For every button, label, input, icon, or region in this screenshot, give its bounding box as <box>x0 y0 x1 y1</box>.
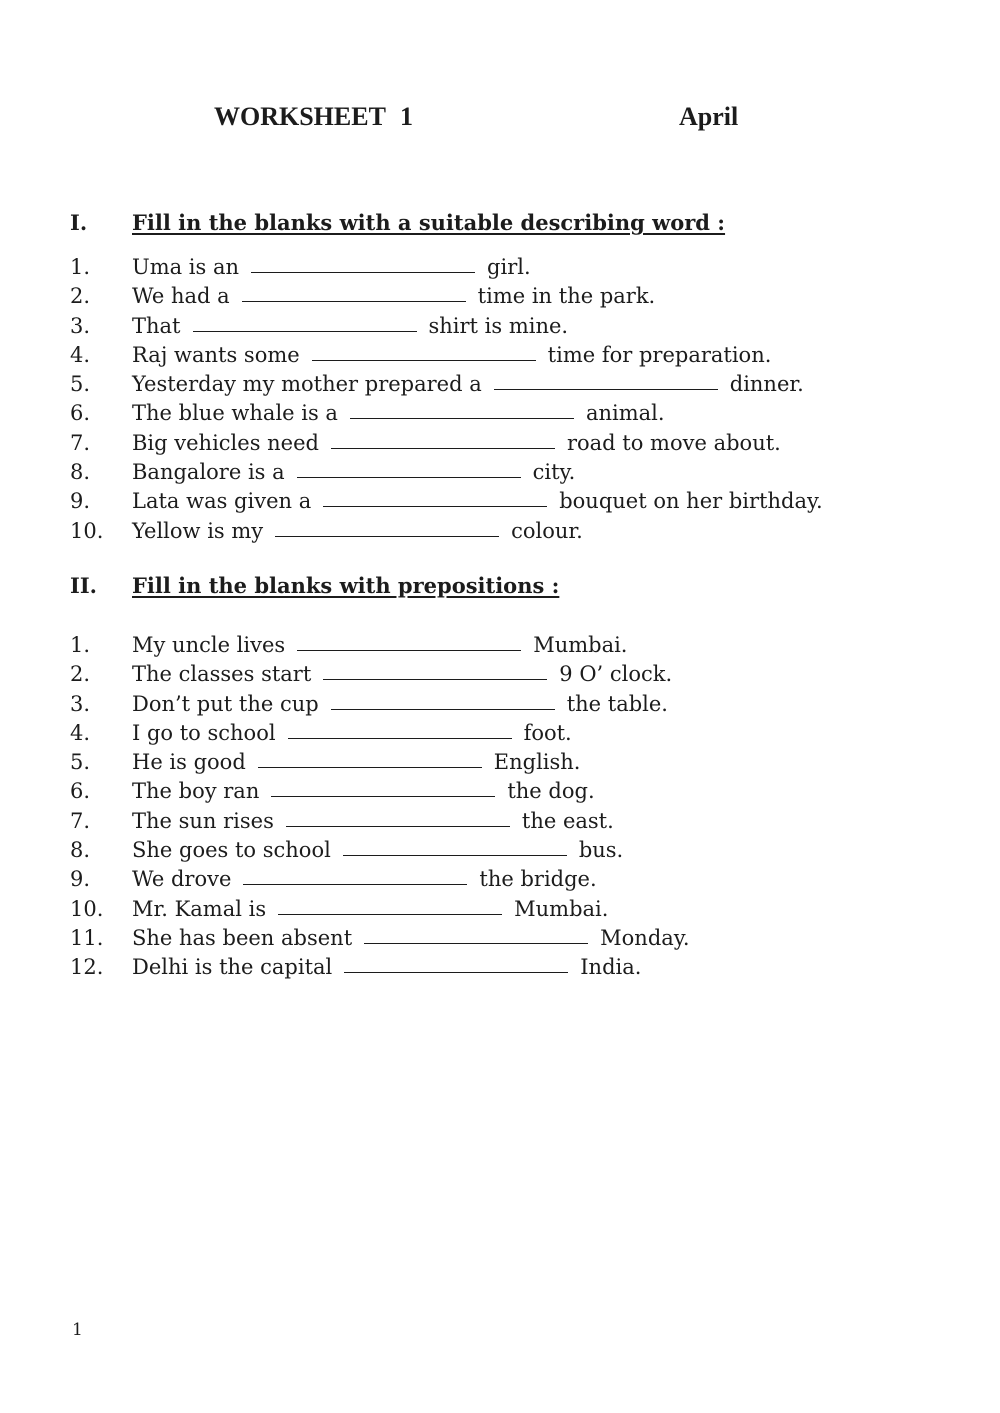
sentence-start: She has been absent <box>132 925 353 950</box>
answer-blank[interactable] <box>243 866 467 885</box>
question-item <box>0 660 1000 689</box>
question-item <box>0 836 1000 865</box>
question-number: 4. <box>70 342 91 367</box>
question-sentence <box>132 458 575 487</box>
answer-blank[interactable] <box>331 430 555 449</box>
sentence-start: Lata was given a <box>132 489 312 514</box>
sentence-start: Don’t put the cup <box>132 691 319 716</box>
answer-blank[interactable] <box>251 254 475 273</box>
question-number: 4. <box>70 720 91 745</box>
sentence-end: the table. <box>566 691 668 716</box>
question-sentence <box>132 399 665 428</box>
answer-blank[interactable] <box>312 342 536 361</box>
question-sentence <box>132 253 531 282</box>
question-sentence <box>132 836 623 865</box>
sentence-start: Delhi is the capital <box>132 955 333 980</box>
section-2-numeral: II. <box>70 573 97 598</box>
question-sentence <box>132 312 568 341</box>
answer-blank[interactable] <box>494 371 718 390</box>
sentence-end: animal. <box>585 401 665 426</box>
sentence-end: the dog. <box>507 779 595 804</box>
sentence-start: The blue whale is a <box>132 401 338 426</box>
answer-blank[interactable] <box>278 896 502 915</box>
sentence-end: time for preparation. <box>547 342 772 367</box>
answer-blank[interactable] <box>258 749 482 768</box>
sentence-end: bouquet on her birthday. <box>559 489 823 514</box>
sentence-start: The sun rises <box>132 808 274 833</box>
question-sentence <box>132 282 655 311</box>
question-sentence <box>132 719 572 748</box>
answer-blank[interactable] <box>275 518 499 537</box>
question-number: 9. <box>70 867 91 892</box>
sentence-end: girl. <box>487 255 531 279</box>
sentence-end: the east. <box>521 808 614 833</box>
question-sentence <box>132 953 641 982</box>
question-number: 7. <box>70 430 91 455</box>
question-number: 8. <box>70 838 91 863</box>
section-1-numeral: I. <box>70 210 88 235</box>
question-sentence <box>132 690 668 719</box>
question-sentence <box>132 487 823 516</box>
sentence-end: Mumbai. <box>533 633 628 657</box>
sentence-end: India. <box>580 955 642 980</box>
question-number: 7. <box>70 808 91 833</box>
sentence-start: The boy ran <box>132 779 260 804</box>
question-sentence <box>132 631 627 660</box>
question-number: 6. <box>70 779 91 804</box>
section-1-instruction: Fill in the blanks with a suitable describing word : <box>132 210 726 235</box>
section-2-question-list <box>0 631 1000 983</box>
answer-blank[interactable] <box>343 837 567 856</box>
answer-blank[interactable] <box>242 283 466 302</box>
worksheet-month: April <box>679 102 739 131</box>
question-number: 10. <box>70 518 104 543</box>
sentence-end: Monday. <box>600 925 690 950</box>
question-item <box>0 924 1000 953</box>
question-item <box>0 282 1000 311</box>
question-item <box>0 429 1000 458</box>
question-number: 12. <box>70 955 104 980</box>
sentence-end: English. <box>493 750 581 775</box>
answer-blank[interactable] <box>331 691 555 710</box>
question-item <box>0 631 1000 660</box>
question-sentence <box>132 341 771 370</box>
question-item <box>0 341 1000 370</box>
question-item <box>0 719 1000 748</box>
sentence-end: shirt is mine. <box>428 313 569 338</box>
sentence-start: Raj wants some <box>132 342 300 367</box>
question-number: 3. <box>70 691 91 716</box>
sentence-start: He is good <box>132 750 246 775</box>
sentence-end: road to move about. <box>566 430 781 455</box>
section-1-question-list <box>0 253 1000 546</box>
question-item <box>0 253 1000 282</box>
question-number: 5. <box>70 372 91 397</box>
answer-blank[interactable] <box>193 313 417 332</box>
sentence-start: That <box>132 313 181 338</box>
question-number: 6. <box>70 401 91 426</box>
question-number: 11. <box>70 925 104 950</box>
question-item <box>0 517 1000 546</box>
sentence-start: We drove <box>132 867 232 892</box>
answer-blank[interactable] <box>323 488 547 507</box>
question-number: 5. <box>70 750 91 775</box>
sentence-start: Bangalore is a <box>132 460 285 485</box>
sentence-end: 9 O’ clock. <box>559 662 673 687</box>
page-number: 1 <box>72 1320 83 1340</box>
worksheet-title: WORKSHEET 1 <box>214 102 413 131</box>
sentence-end: Mumbai. <box>514 896 609 921</box>
sentence-start: Big vehicles need <box>132 430 319 455</box>
sentence-end: bus. <box>578 838 624 863</box>
sentence-end: dinner. <box>729 372 804 397</box>
sentence-start: Yellow is my <box>132 518 264 543</box>
question-item <box>0 458 1000 487</box>
answer-blank[interactable] <box>286 808 510 827</box>
question-sentence <box>132 660 672 689</box>
question-item <box>0 748 1000 777</box>
sentence-start: I go to school <box>132 720 276 745</box>
question-number: 3. <box>70 313 91 338</box>
sentence-end: colour. <box>511 518 583 543</box>
question-item <box>0 777 1000 806</box>
question-item <box>0 807 1000 836</box>
question-sentence <box>132 748 580 777</box>
question-sentence <box>132 429 781 458</box>
question-item <box>0 865 1000 894</box>
question-sentence <box>132 807 614 836</box>
sentence-end: foot. <box>523 720 572 745</box>
question-item <box>0 370 1000 399</box>
question-number: 1. <box>70 633 91 657</box>
section-2-heading <box>0 573 1000 603</box>
question-sentence <box>132 895 608 924</box>
question-item <box>0 895 1000 924</box>
question-item <box>0 953 1000 982</box>
sentence-start: Uma is an <box>132 255 240 279</box>
question-sentence <box>132 777 595 806</box>
question-sentence <box>132 370 804 399</box>
sentence-end: the bridge. <box>479 867 597 892</box>
worksheet-header <box>0 102 1000 138</box>
question-number: 2. <box>70 284 91 309</box>
section-2-instruction: Fill in the blanks with prepositions : <box>132 573 560 598</box>
answer-blank[interactable] <box>297 632 521 651</box>
answer-blank[interactable] <box>364 925 588 944</box>
question-sentence <box>132 924 690 953</box>
sentence-start: She goes to school <box>132 838 331 863</box>
question-item <box>0 399 1000 428</box>
question-item <box>0 487 1000 516</box>
question-number: 1. <box>70 255 91 279</box>
answer-blank[interactable] <box>350 400 574 419</box>
sentence-start: We had a <box>132 284 230 309</box>
answer-blank[interactable] <box>344 954 568 973</box>
question-item <box>0 312 1000 341</box>
answer-blank[interactable] <box>271 778 495 797</box>
sentence-start: My uncle lives <box>132 633 286 657</box>
question-item <box>0 690 1000 719</box>
sentence-start: Mr. Kamal is <box>132 896 267 921</box>
sentence-end: city. <box>532 460 576 485</box>
sentence-start: The classes start <box>132 662 312 687</box>
question-number: 10. <box>70 896 104 921</box>
question-number: 9. <box>70 489 91 514</box>
sentence-end: time in the park. <box>477 284 656 309</box>
question-sentence <box>132 517 583 546</box>
question-sentence <box>132 865 597 894</box>
answer-blank[interactable] <box>323 661 547 680</box>
section-1-heading <box>0 210 1000 240</box>
sentence-start: Yesterday my mother prepared a <box>132 372 482 397</box>
question-number: 8. <box>70 460 91 485</box>
answer-blank[interactable] <box>288 720 512 739</box>
question-number: 2. <box>70 662 91 687</box>
answer-blank[interactable] <box>297 459 521 478</box>
